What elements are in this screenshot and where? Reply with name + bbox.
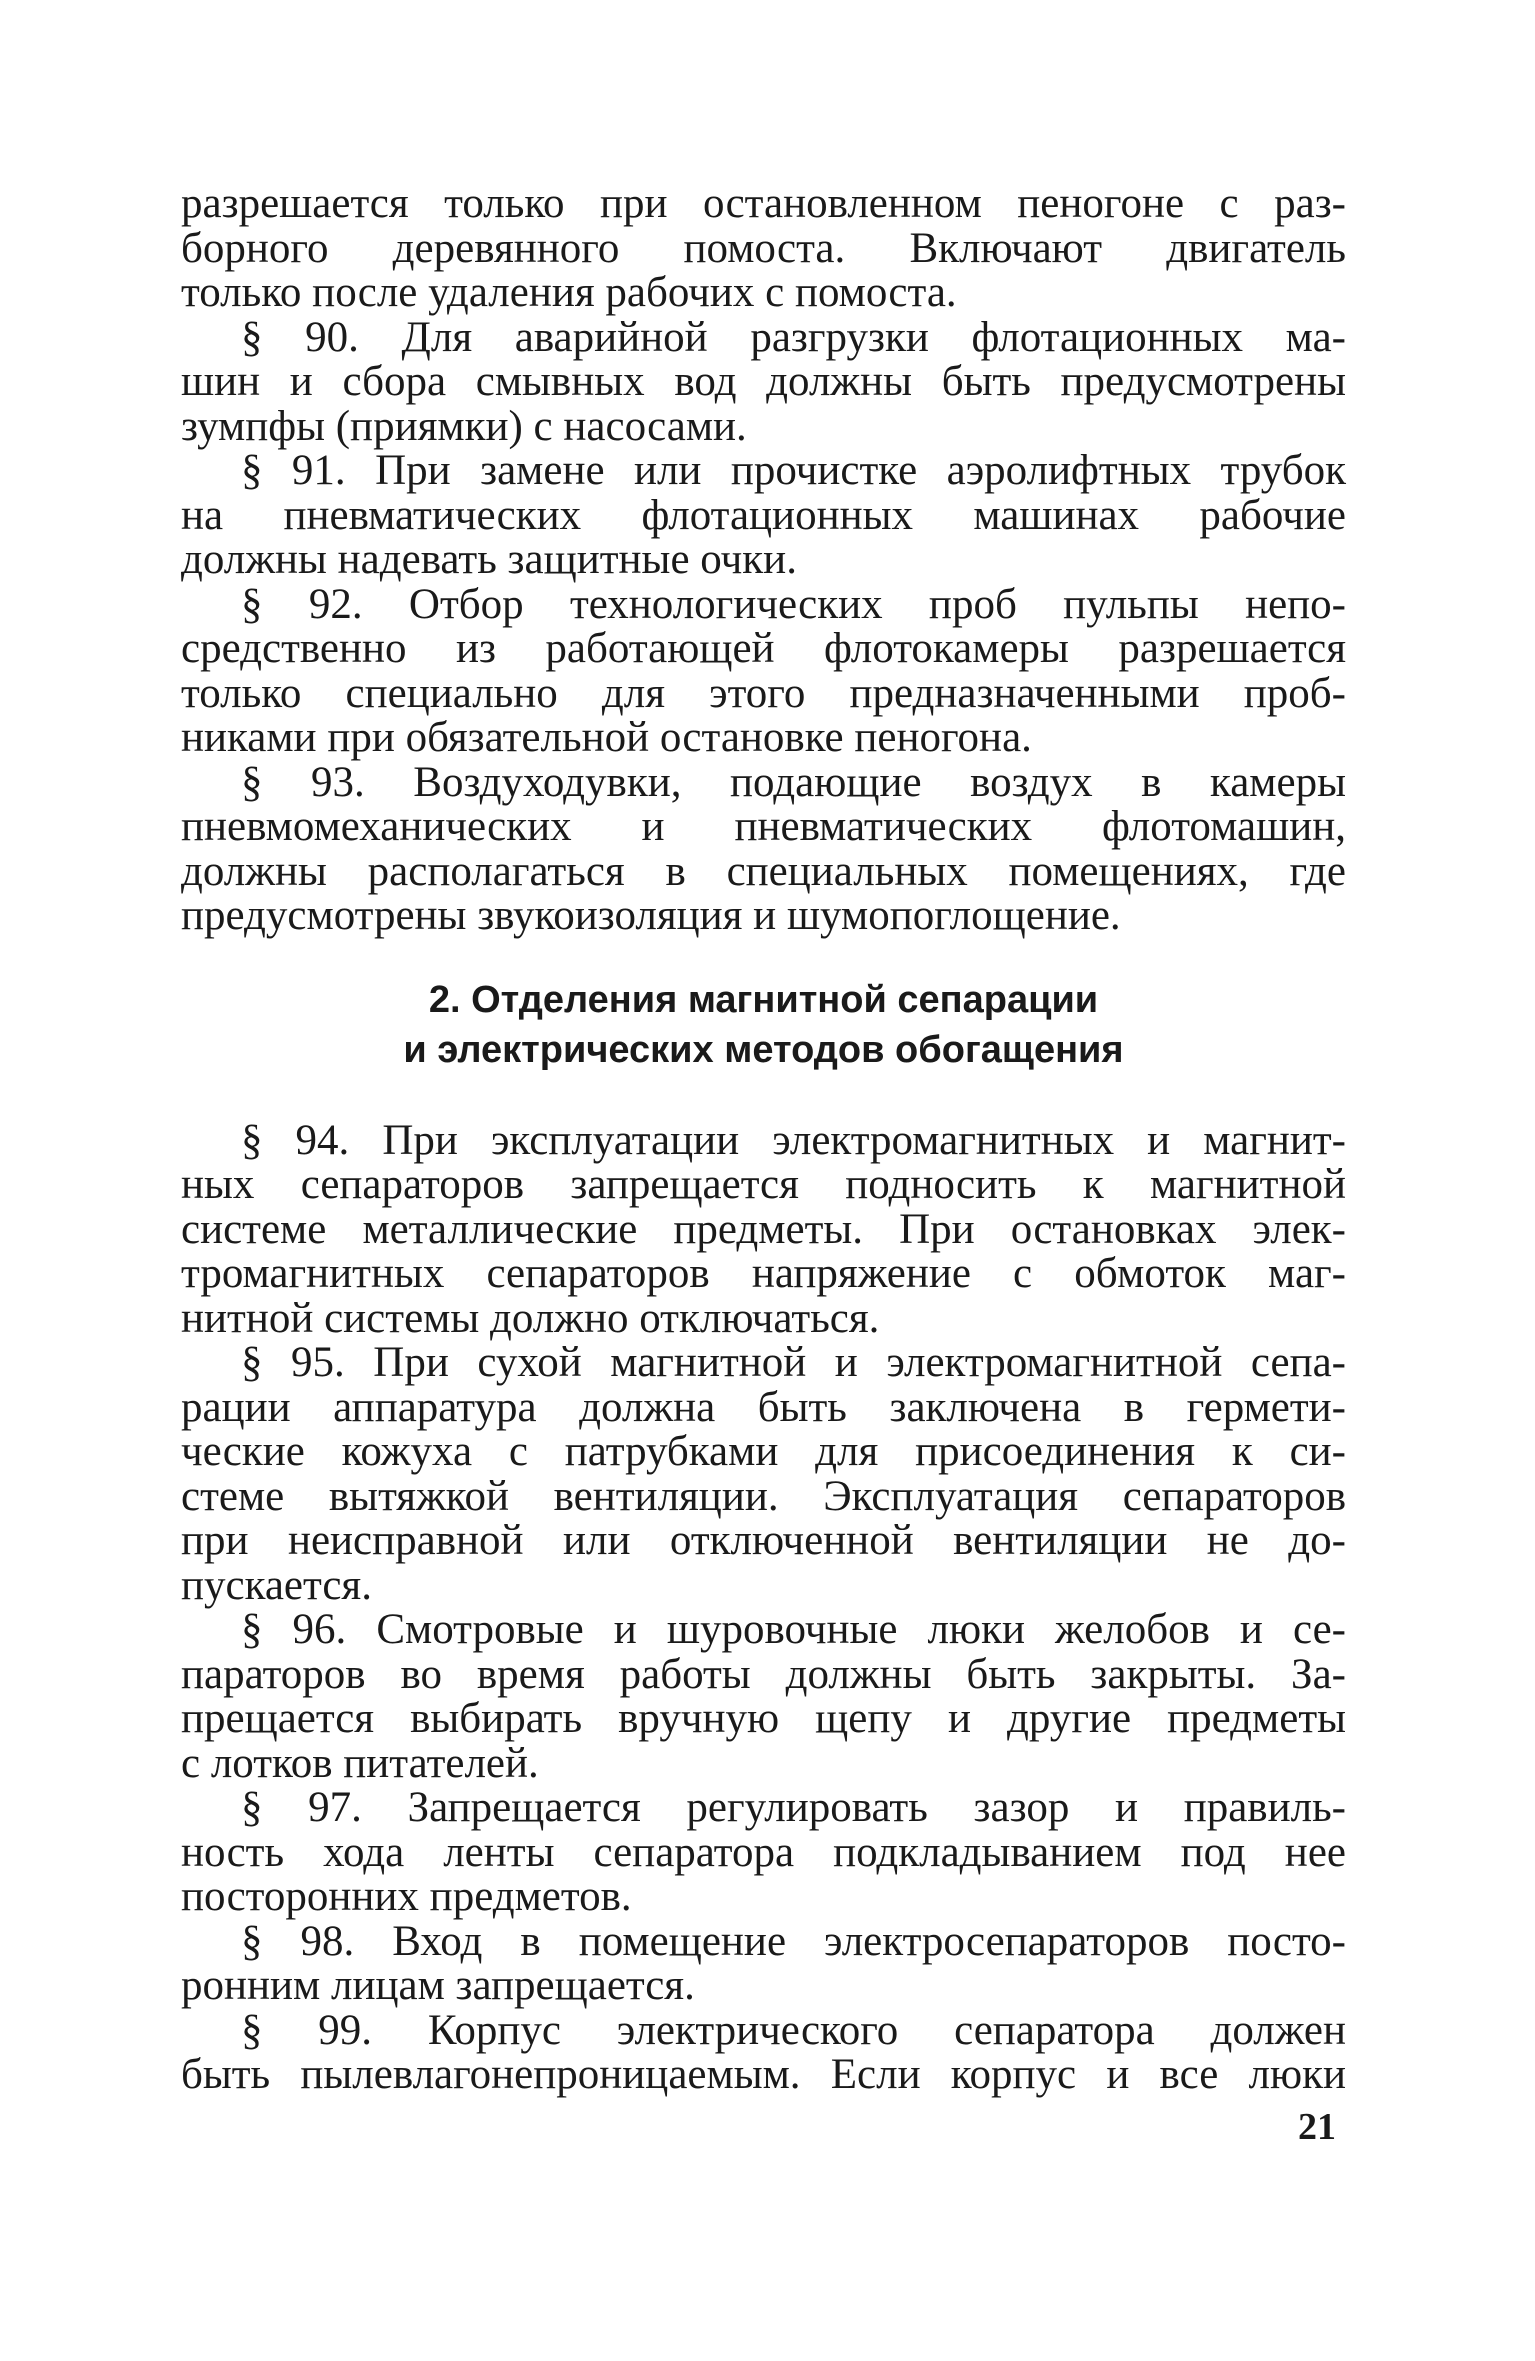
text-line: тромагнитных сепараторов напряжение с обмоток маг- (181, 1250, 1346, 1297)
text-line: должны надевать защитные очки. (181, 536, 797, 583)
paragraph (181, 1116, 1346, 1342)
paragraph (181, 2006, 1346, 2098)
text-line: § 92. Отбор технологических проб пульпы непо- (241, 580, 1346, 628)
text-line: борного деревянного помоста. Включают двигатель (181, 224, 1346, 272)
page-body (181, 182, 1346, 2098)
text-line: пускается. (181, 1561, 372, 1609)
text-line: разрешается только при остановленном пеногоне с раз- (181, 180, 1346, 227)
paragraph (181, 1341, 1346, 1608)
text-line: § 96. Смотровые и шуровочные люки желобов и се- (241, 1606, 1346, 1653)
text-line: должны располагаться в специальных помещениях, где (181, 847, 1346, 895)
paragraph (181, 1917, 1346, 2009)
text-line: § 95. При сухой магнитной и электромагнитной сепа- (241, 1339, 1346, 1386)
text-line: никами при обязательной остановке пеногона. (181, 714, 1032, 761)
text-line: быть пылевлагонепроницаемым. Если корпус и все люки (181, 2051, 1346, 2098)
text-line: ных сепараторов запрещается подносить к магнитной (181, 1161, 1346, 1208)
text-line: § 97. Запрещается регулировать зазор и правиль- (241, 1784, 1346, 1831)
paragraph (181, 758, 1346, 939)
text-line: ронним лицам запрещается. (181, 1962, 695, 2009)
text-line: ческие кожуха с патрубками для присоединения к си- (181, 1428, 1346, 1475)
text-line: средственно из работающей флотокамеры разрешается (181, 625, 1346, 672)
paragraph (181, 1786, 1346, 1920)
text-line: зумпфы (приямки) с насосами. (181, 402, 747, 450)
text-line: прещается выбирать вручную щепу и другие предметы (181, 1695, 1346, 1742)
paragraph (181, 313, 1346, 450)
text-line: § 98. Вход в помещение электросепараторов посто- (241, 1917, 1346, 1965)
text-line: § 90. Для аварийной разгрузки флотационных ма- (241, 313, 1346, 361)
text-line: с лотков питателей. (181, 1739, 539, 1787)
paragraphs-bottom (181, 1116, 1346, 2098)
section-heading-line-1: 2. Отделения магнитной сепарации (428, 978, 1099, 1021)
text-line: на пневматических флотационных машинах рабочие (181, 491, 1346, 539)
text-line: параторов во время работы должны быть закрыты. За- (181, 1650, 1346, 1698)
page-number: 21 (1298, 2106, 1336, 2148)
text-line: нитной системы должно отключаться. (181, 1294, 880, 1342)
paragraph (181, 449, 1346, 583)
text-line: шин и сбора смывных вод должны быть предусмотрены (181, 358, 1346, 405)
paragraphs-top (181, 182, 1346, 939)
text-line: пневмомеханических и пневматических флотомашин, (181, 803, 1346, 850)
paragraph (181, 182, 1346, 316)
text-line: при неисправной или отключенной вентиляции не до- (181, 1517, 1346, 1564)
text-line: только специально для этого предназначенными проб- (181, 669, 1346, 717)
text-line: § 94. При эксплуатации электромагнитных и магнит- (241, 1116, 1346, 1164)
text-line: только после удаления рабочих с помоста. (181, 269, 957, 316)
text-line: рации аппаратура должна быть заключена в гермети- (181, 1383, 1346, 1431)
text-line: § 91. При замене или прочистке аэролифтных трубок (241, 447, 1346, 494)
paragraph (181, 580, 1346, 761)
text-line: предусмотрены звукоизоляция и шумопоглощение. (181, 892, 1121, 939)
text-line: стеме вытяжкой вентиляции. Эксплуатация сепараторов (181, 1472, 1346, 1520)
paragraph (181, 1608, 1346, 1786)
text-line: ность хода ленты сепаратора подкладыванием под нее (181, 1828, 1346, 1876)
text-line: посторонних предметов. (181, 1873, 632, 1920)
text-line: системе металлические предметы. При остановках элек- (181, 1205, 1346, 1253)
text-line: § 99. Корпус электрического сепаратора должен (241, 2006, 1346, 2054)
text-line: § 93. Воздуходувки, подающие воздух в камеры (241, 758, 1346, 806)
section-heading-line-2: и электрических методов обогащения (403, 1028, 1124, 1071)
section-heading (181, 975, 1346, 1075)
